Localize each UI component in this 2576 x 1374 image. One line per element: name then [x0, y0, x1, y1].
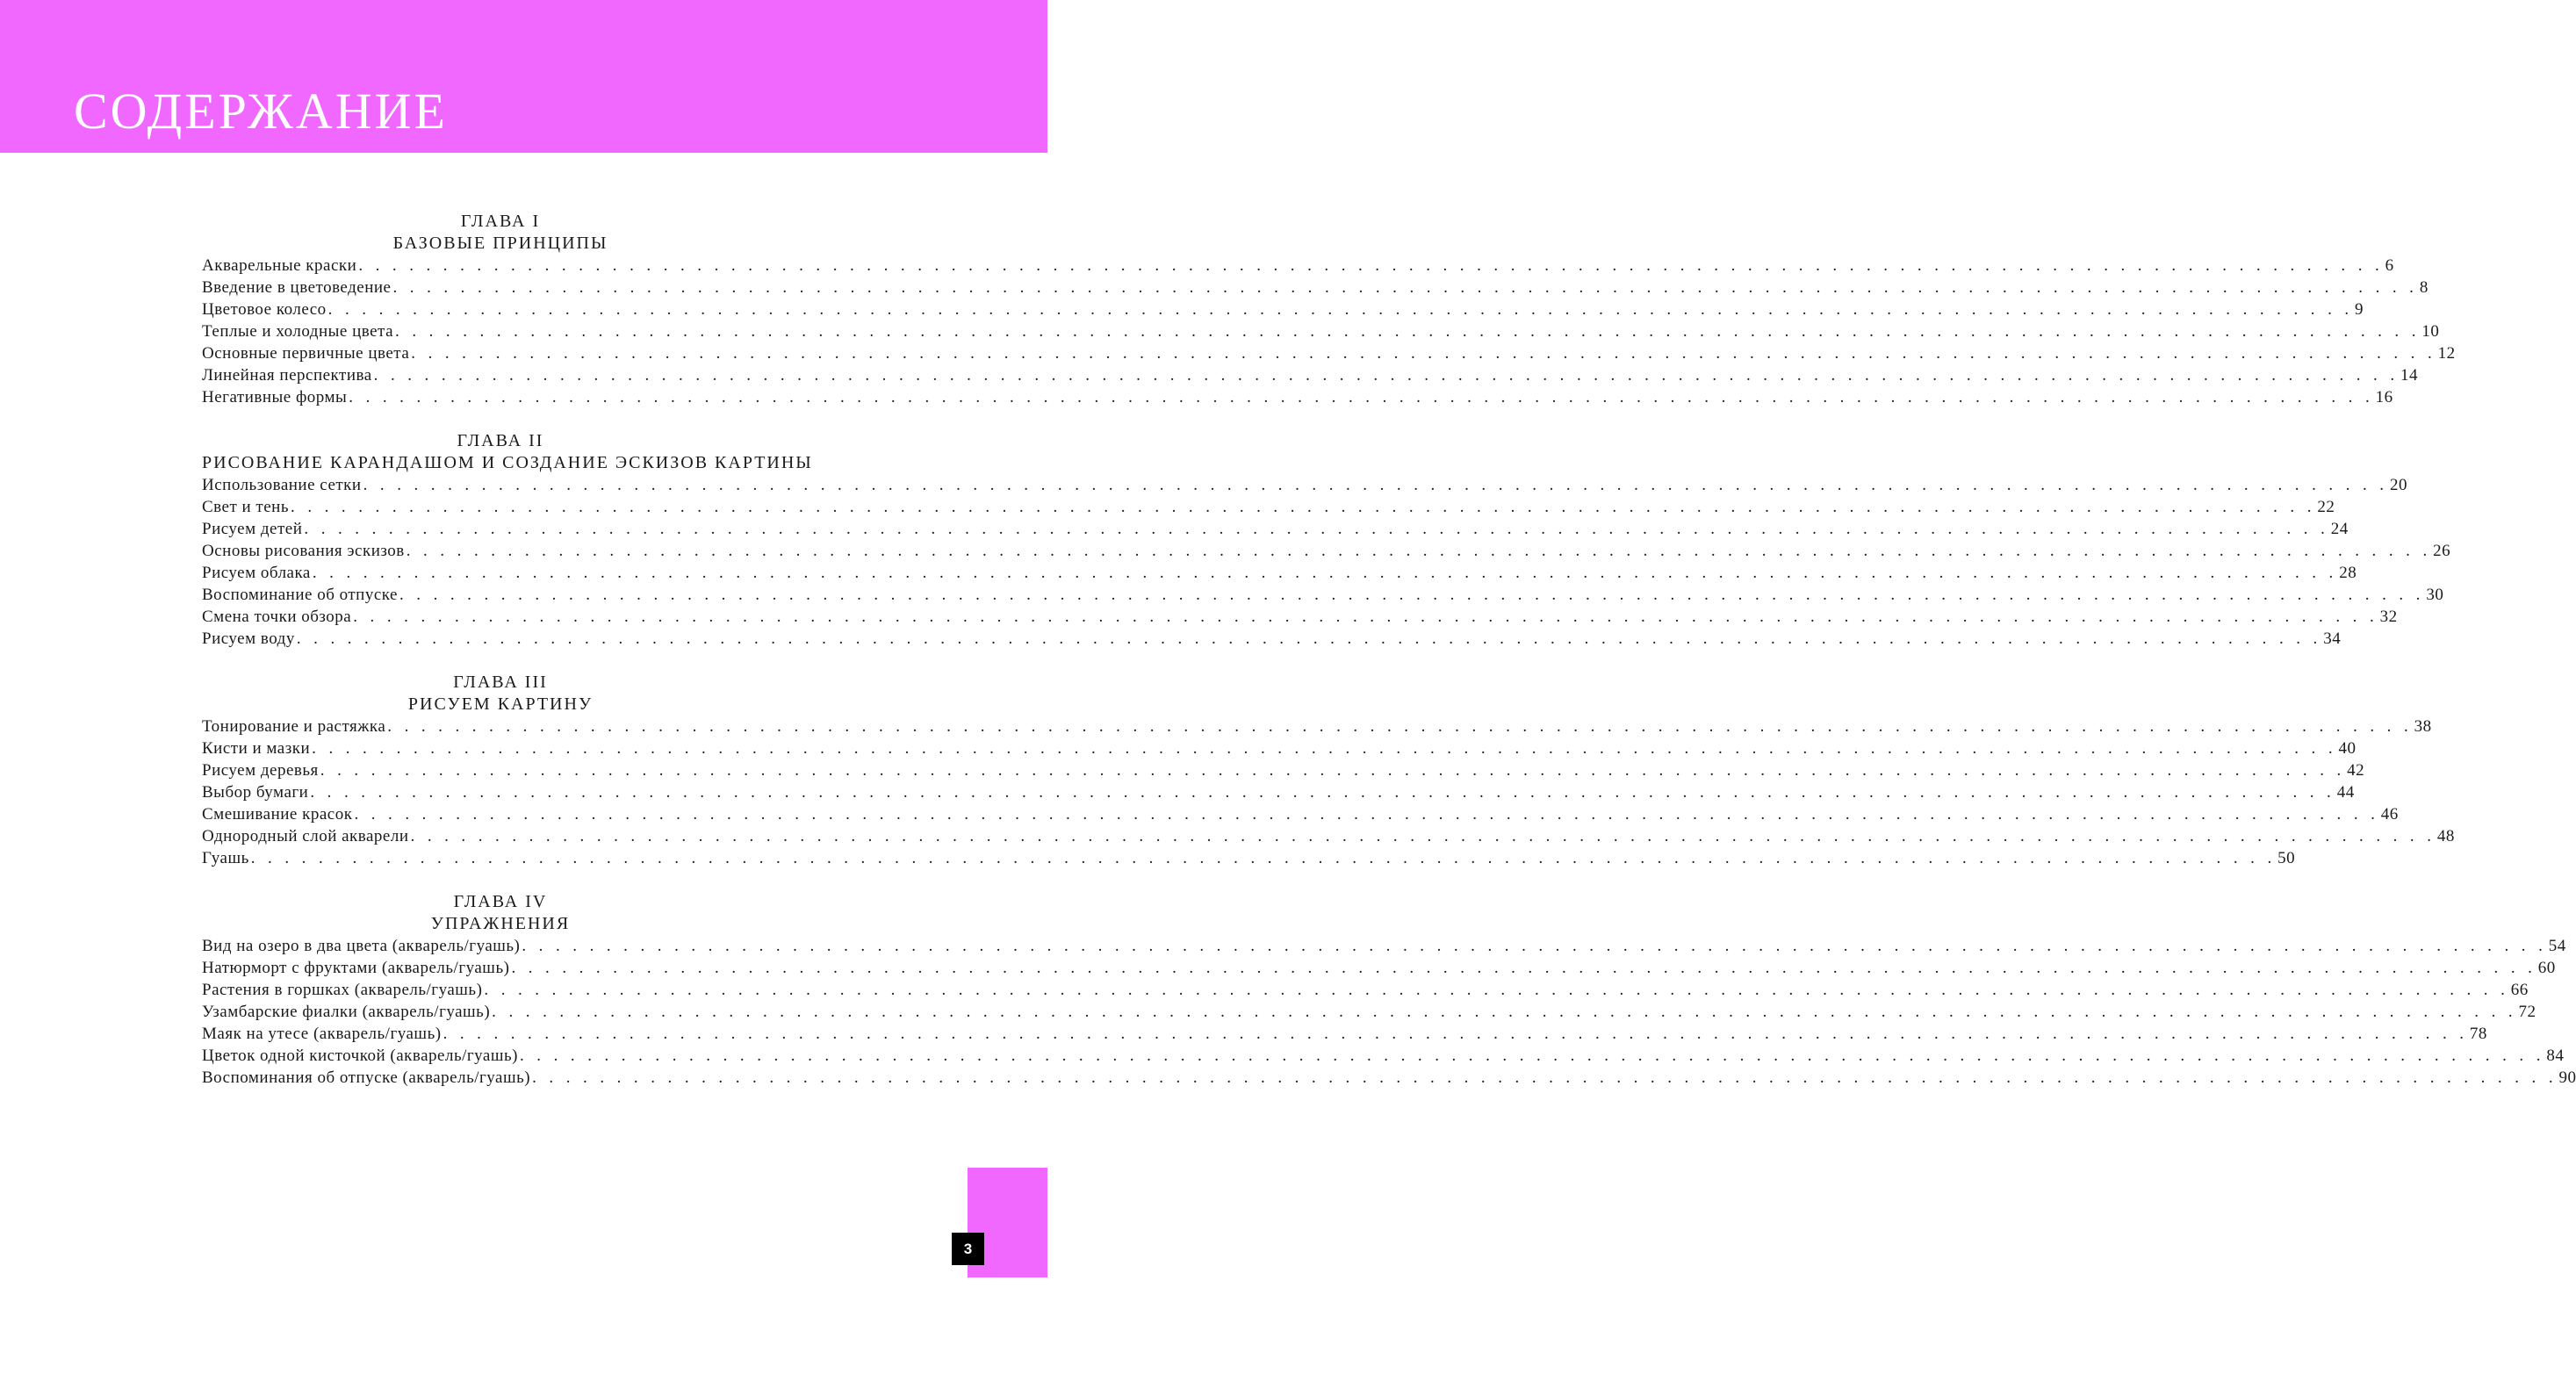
toc-entry-title: Однородный слой акварели: [202, 827, 409, 845]
toc-entry[interactable]: [202, 299, 2364, 320]
toc-entry-title: Гуашь: [202, 849, 249, 867]
toc-entry[interactable]: [202, 386, 2393, 408]
toc-entry[interactable]: [202, 496, 2335, 518]
toc-entry-page: 66: [2510, 981, 2529, 999]
toc-entry-title: Выбор бумаги: [202, 783, 309, 802]
toc-entry[interactable]: [202, 825, 2455, 847]
chapter-label: ГЛАВА I: [460, 212, 541, 231]
chapter-title: БАЗОВЫЕ ПРИНЦИПЫ: [392, 234, 608, 253]
toc-entry-page: 90: [2558, 1068, 2576, 1087]
toc-entry-title: Основные первичные цвета: [202, 344, 410, 363]
toc-entry-page: 20: [2389, 476, 2407, 494]
toc-entry[interactable]: [202, 277, 2428, 299]
toc-entry-title: Цветовое колесо: [202, 300, 327, 319]
toc-entry-title: Тонирование и растяжка: [202, 717, 386, 736]
toc-entry[interactable]: [202, 1023, 2487, 1045]
toc-entry[interactable]: [202, 474, 2407, 496]
toc-entry-title: Воспоминания об отпуске (акварель/гуашь): [202, 1068, 531, 1087]
dot-leader: . . . . . . . . . . . . . . . . . . . . . . . . . . . . . . . . . . . . . . . . . . . . . . . . . . . . . . . . . . . . . . . . . . . . . . . . . . . . . . . . . . . . . . . . . . . . . . . . . . . . . . . . . . . . . . . . . . . . . . . .: [320, 761, 2346, 780]
dot-leader: . . . . . . . . . . . . . . . . . . . . . . . . . . . . . . . . . . . . . . . . . . . . . . . . . . . . . . . . . . . . . . . . . . . . . . . . . . . . . . . . . . . . . . . . . . . . . . . . . . . . . . . . . . . . . . . . . . . . . . . .: [522, 937, 2547, 955]
chapter-label: ГЛАВА III: [453, 673, 548, 692]
toc-entry[interactable]: [202, 584, 2444, 606]
chapter-label: ГЛАВА II: [457, 431, 544, 450]
page-number: 3: [952, 1233, 984, 1265]
toc-entry-title: Акварельные краски: [202, 256, 357, 275]
dot-leader: . . . . . . . . . . . . . . . . . . . . . . . . . . . . . . . . . . . . . . . . . . . . . . . . . . . . . . . . . . . . . . . . . . . . . . . . . . . . . . . . . . . . . . . . . . . . . . . . . . . . . . . . . . . . . . . . . . . . . . . .: [310, 783, 2335, 802]
toc-entry[interactable]: [202, 979, 2529, 1001]
dot-leader: . . . . . . . . . . . . . . . . . . . . . . . . . . . . . . . . . . . . . . . . . . . . . . . . . . . . . . . . . . . . . . . . . . . . . . . . . . . . . . . . . . . . . . . . . . . . . . . . . . . . . . . . . . . . . . . . . . . . . . . .: [363, 476, 2388, 494]
toc-entry-page: 60: [2537, 959, 2556, 977]
toc-entry-page: 72: [2518, 1003, 2536, 1021]
toc-entry-title: Маяк на утесе (акварель/гуашь): [202, 1025, 442, 1043]
toc-entry-page: 30: [2426, 586, 2444, 604]
toc-entry[interactable]: [202, 518, 2349, 540]
toc-entry-title: Свет и тень: [202, 498, 290, 516]
toc-entry-title: Теплые и холодные цвета: [202, 322, 394, 341]
toc-entry-title: Линейная перспектива: [202, 366, 372, 385]
toc-entry[interactable]: [202, 935, 2566, 957]
toc-entry-title: Растения в горшках (акварель/гуашь): [202, 981, 483, 999]
dot-leader: . . . . . . . . . . . . . . . . . . . . . . . . . . . . . . . . . . . . . . . . . . . . . . . . . . . . . . . . . . . . . . . . . . . . . . . . . . . . . . . . . . . . . . . . . . . . . . . . . . . . . . . . . . . . . . . . . . . . . . . .: [443, 1025, 2468, 1043]
chapter-title: РИСУЕМ КАРТИНУ: [407, 694, 594, 714]
dot-leader: . . . . . . . . . . . . . . . . . . . . . . . . . . . . . . . . . . . . . . . . . . . . . . . . . . . . . . . . . . . . . . . . . . . . . . . . . . . . . . . . . . . . . . . . . . . . . . . . . . . . . . . . . . . . . . . . . . . . . . . .: [327, 300, 2354, 319]
toc-entry[interactable]: [202, 737, 2357, 759]
dot-leader: . . . . . . . . . . . . . . . . . . . . . . . . . . . . . . . . . . . . . . . . . . . . . . . . . . . . . . . . . . . . . . . . . . . . . . . . . . . . . . . . . . . . . . . . . . . . . . . . . . . . . . . . . . . . . . . . . . . . . . . .: [520, 1047, 2545, 1065]
toc-entry-title: Введение в цветоведение: [202, 278, 392, 297]
toc-entry-page: 10: [2421, 322, 2440, 341]
table-of-contents: [202, 211, 2576, 1111]
toc-entry[interactable]: [202, 320, 2440, 342]
dot-leader: . . . . . . . . . . . . . . . . . . . . . . . . . . . . . . . . . . . . . . . . . . . . . . . . . . . . . . . . . . . . . . . . . . . . . . . . . . . . . . . . . . . . . . . . . . . . . . . . . . . . . . . . . . . . . . . . . . . . . . . .: [296, 629, 2322, 648]
toc-entry-page: 24: [2330, 520, 2349, 538]
dot-leader: . . . . . . . . . . . . . . . . . . . . . . . . . . . . . . . . . . . . . . . . . . . . . . . . . . . . . . . . . . . . . . . . . . . . . . . . . . . . . . . . . . . . . . . . . . . . . . . . . . . . . . . . . . . . . . . . . . . . . . . .: [354, 805, 2379, 824]
toc-entry[interactable]: [202, 803, 2399, 825]
dot-leader: . . . . . . . . . . . . . . . . . . . . . . . . . . . . . . . . . . . . . . . . . . . . . . . . . . . . . . . . . . . . . . . . . . . . . . . . . . . . . . . . . . . . . . . . . . . . . . . . . . . . . . . . . . . . . . . . . . . . . . . .: [406, 542, 2432, 560]
dot-leader: . . . . . . . . . . . . . . . . . . . . . . . . . . . . . . . . . . . . . . . . . . . . . . . . . . . . . . . . . . . . . . . . . . . . . . . . . . . . . . . . . . . . . . . . . . . . . . . . . . . . . . . . . . . . . . . . . . . . . . . .: [349, 388, 2374, 406]
toc-entry-title: Воспоминание об отпуске: [202, 586, 398, 604]
toc-entry-page: 6: [2385, 256, 2394, 275]
dot-leader: . . . . . . . . . . . . . . . . . . . . . . . . . . . . . . . . . . . . . . . . . . . . . . . . . . . . . . . . . . . . . . . . . . . . . . . . . . . . . . . . . . . . . . . . . . . . . . . . . . . . . . . . . . . . . . . . . . . . . . . .: [492, 1003, 2517, 1021]
toc-entry-page: 34: [2323, 629, 2342, 648]
toc-entry-page: 48: [2436, 827, 2455, 845]
dot-leader: . . . . . . . . . . . . . . . . . . . . . . . . . . . . . . . . . . . . . . . . . . . . . . . . . . . . . . . . . . . . . . . . . . . . . . . . . . . . . . . . . . . . . . . . . . . . . . . . . . . . . . . . . . . . . . . . . . . . . . . .: [358, 256, 2384, 275]
toc-entry[interactable]: [202, 716, 2432, 737]
toc-entry-title: Смена точки обзора: [202, 608, 352, 626]
chapter-label: ГЛАВА IV: [453, 892, 548, 911]
dot-leader: . . . . . . . . . . . . . . . . . . . . . . . . . . . . . . . . . . . . . . . . . . . . . . . . . . . . . . . . . . . . . . . . . . . . . . . . . . . . . . . . . . . . . . . . . . . . . . . . . . . . . . . . . . . . . . . . . . . . . . . .: [304, 520, 2329, 538]
toc-entry-page: 44: [2336, 783, 2355, 802]
toc-entry-page: 40: [2338, 739, 2357, 758]
dot-leader: . . . . . . . . . . . . . . . . . . . . . . . . . . . . . . . . . . . . . . . . . . . . . . . . . . . . . . . . . . . . . . . . . . . . . . . . . . . . . . . . . . . . . . . . . . . . . . . . . . . . . . . . . . . . . . . . . . . . . . . .: [411, 344, 2436, 363]
toc-entry-page: 84: [2546, 1047, 2565, 1065]
page-title: СОДЕРЖАНИЕ: [74, 83, 448, 140]
dot-leader: . . . . . . . . . . . . . . . . . . . . . . . . . . . . . . . . . . . . . . . . . . . . . . . . . . . . . . . . . . . . . . . . . . . . . . . . . . . . . . . . . . . . . . . . . . . . . . . . . . . . . . . . . . . . . . . . . . . . . . . .: [387, 717, 2413, 736]
dot-leader: . . . . . . . . . . . . . . . . . . . . . . . . . . . . . . . . . . . . . . . . . . . . . . . . . . . . . . . . . . . . . . . . . . . . . . . . . . . . . . . . . . . . . . . . . . . . . . . . . . . . . . . . . . . . . . . . . . . . . . . .: [312, 739, 2337, 758]
chapter-title: УПРАЖНЕНИЯ: [430, 914, 571, 933]
toc-entry-page: 9: [2355, 300, 2364, 319]
toc-entry[interactable]: [202, 255, 2394, 277]
toc-entry-page: 42: [2347, 761, 2365, 780]
toc-entry-page: 50: [2277, 849, 2296, 867]
toc-entry-page: 12: [2437, 344, 2456, 363]
toc-entry-page: 28: [2339, 564, 2357, 582]
chapter-title: РИСОВАНИЕ КАРАНДАШОМ И СОЗДАНИЕ ЭСКИЗОВ КАРТИНЫ: [202, 453, 813, 472]
dot-leader: . . . . . . . . . . . . . . . . . . . . . . . . . . . . . . . . . . . . . . . . . . . . . . . . . . . . . . . . . . . . . . . . . . . . . . . . . . . . . . . . . . . . . . . . . . . . . . . . . . . . . . . . . . . . . . . . . . . . . . . .: [532, 1068, 2558, 1087]
toc-entry[interactable]: [202, 342, 2456, 364]
toc-entry-title: Цветок одной кисточкой (акварель/гуашь): [202, 1047, 518, 1065]
toc-entry-title: Основы рисования эскизов: [202, 542, 405, 560]
toc-entry-page: 14: [2400, 366, 2419, 385]
toc-entry[interactable]: [202, 1045, 2565, 1067]
chapter-section: [202, 672, 2455, 869]
dot-leader: . . . . . . . . . . . . . . . . . . . . . . . . . . . . . . . . . . . . . . . . . . . . . . . . . . . . . . . . . . . . . . . . . . . . . . . . . . . . . . . . . . . . . . . . . . . . . . . . . . . . . . . . . . . . . . . . . . . . . . . .: [511, 959, 2536, 977]
toc-entry-page: 8: [2419, 278, 2428, 297]
toc-entry[interactable]: [202, 957, 2556, 979]
toc-entry[interactable]: [202, 781, 2355, 803]
toc-entry[interactable]: [202, 540, 2451, 562]
chapter-section: [202, 430, 2451, 650]
toc-entry[interactable]: [202, 847, 2296, 869]
chapter-section: [202, 891, 2576, 1089]
toc-entry[interactable]: [202, 759, 2365, 781]
toc-entry-title: Смешивание красок: [202, 805, 353, 824]
toc-entry-title: Вид на озеро в два цвета (акварель/гуашь): [202, 937, 521, 955]
toc-entry-title: Рисуем воду: [202, 629, 295, 648]
toc-entry-title: Рисуем облака: [202, 564, 311, 582]
dot-leader: . . . . . . . . . . . . . . . . . . . . . . . . . . . . . . . . . . . . . . . . . . . . . . . . . . . . . . . . . . . . . . . . . . . . . . . . . . . . . . . . . . . . . . . . . . . . . . . . . . . . . . . . . . . . . . . . . . . . . . . .: [399, 586, 2425, 604]
toc-entry-title: Рисуем деревья: [202, 761, 319, 780]
dot-leader: . . . . . . . . . . . . . . . . . . . . . . . . . . . . . . . . . . . . . . . . . . . . . . . . . . . . . . . . . . . . . . . . . . . . . . . . . . . . . . . . . . . . . . . . . . . . . . . . . . . . . . . . . . . . . . . . . . . . . . . .: [373, 366, 2400, 385]
toc-entry[interactable]: [202, 628, 2342, 650]
toc-entry[interactable]: [202, 1067, 2576, 1089]
toc-entry-page: 38: [2414, 717, 2432, 736]
toc-entry-page: 26: [2433, 542, 2451, 560]
dot-leader: . . . . . . . . . . . . . . . . . . . . . . . . . . . . . . . . . . . . . . . . . . . . . . . . . . . . . . . . . . . . . . . . . . . . . . . . . . . . . . . . . . . . . . . . . . . . . . . . . . . . . . . . . . . . . . . . . . . . . . . .: [312, 564, 2338, 582]
toc-entry[interactable]: [202, 562, 2357, 584]
toc-entry-title: Негативные формы: [202, 388, 348, 406]
toc-entry-page: 46: [2380, 805, 2399, 824]
toc-entry-page: 32: [2379, 608, 2398, 626]
toc-entry-page: 54: [2548, 937, 2566, 955]
dot-leader: . . . . . . . . . . . . . . . . . . . . . . . . . . . . . . . . . . . . . . . . . . . . . . . . . . . . . . . . . . . . . . . . . . . . . . . . . . . . . . . . . . . . . . . . . . . . . . . . . . . . . . . . . . . . . . . . . . . . . . . .: [395, 322, 2421, 341]
header-band: [0, 0, 1047, 153]
toc-entry-title: Рисуем детей: [202, 520, 303, 538]
toc-entry-title: Натюрморт с фруктами (акварель/гуашь): [202, 959, 510, 977]
toc-entry[interactable]: [202, 364, 2419, 386]
dot-leader: . . . . . . . . . . . . . . . . . . . . . . . . . . . . . . . . . . . . . . . . . . . . . . . . . . . . . . . . . . . . . . . . . . . . . . . . . . . . . . . . . . . . . . . . . . . . . . . . . . . . . . . . . . . . . . . . . . . . . . . .: [484, 981, 2509, 999]
dot-leader: . . . . . . . . . . . . . . . . . . . . . . . . . . . . . . . . . . . . . . . . . . . . . . . . . . . . . . . . . . . . . . . . . . . . . . . . . . . . . . . . . . . . . . . . . . . . . . . . . . . . . . . . . . . . . . . . . . . . . . . .: [392, 278, 2418, 297]
toc-entry-page: 16: [2375, 388, 2393, 406]
toc-entry-page: 22: [2317, 498, 2335, 516]
toc-entry-title: Кисти и мазки: [202, 739, 311, 758]
dot-leader: . . . . . . . . . . . . . . . . . . . . . . . . . . . . . . . . . . . . . . . . . . . . . . . . . . . . . . . . . . . . . . . . . . . . . . . . . . . . . . . . . . . . . . . . . . . . . . . . . . . . . . . . . . . . . . . . . . . . . . . .: [410, 827, 2436, 845]
toc-entry-title: Использование сетки: [202, 476, 362, 494]
toc-entry[interactable]: [202, 1001, 2536, 1023]
toc-entry-title: Узамбарские фиалки (акварель/гуашь): [202, 1003, 491, 1021]
dot-leader: . . . . . . . . . . . . . . . . . . . . . . . . . . . . . . . . . . . . . . . . . . . . . . . . . . . . . . . . . . . . . . . . . . . . . . . . . . . . . . . . . . . . . . . . . . . . . . . . . . . . . . . . . . . . . . . . . . . . . . . .: [353, 608, 2378, 626]
chapter-section: [202, 211, 2456, 408]
toc-entry-page: 78: [2469, 1025, 2487, 1043]
toc-entry[interactable]: [202, 606, 2398, 628]
dot-leader: . . . . . . . . . . . . . . . . . . . . . . . . . . . . . . . . . . . . . . . . . . . . . . . . . . . . . . . . . . . . . . . . . . . . . . . . . . . . . . . . . . . . . . . . . . . . . . . . . . . . . . . . . . . . . . . . . . . . . . . .: [291, 498, 2316, 516]
dot-leader: . . . . . . . . . . . . . . . . . . . . . . . . . . . . . . . . . . . . . . . . . . . . . . . . . . . . . . . . . . . . . . . . . . . . . . . . . . . . . . . . . . . . . . . . . . . . . . . . . . . . . . . . . . . . . . . . . . . . . . . .: [250, 849, 2277, 867]
